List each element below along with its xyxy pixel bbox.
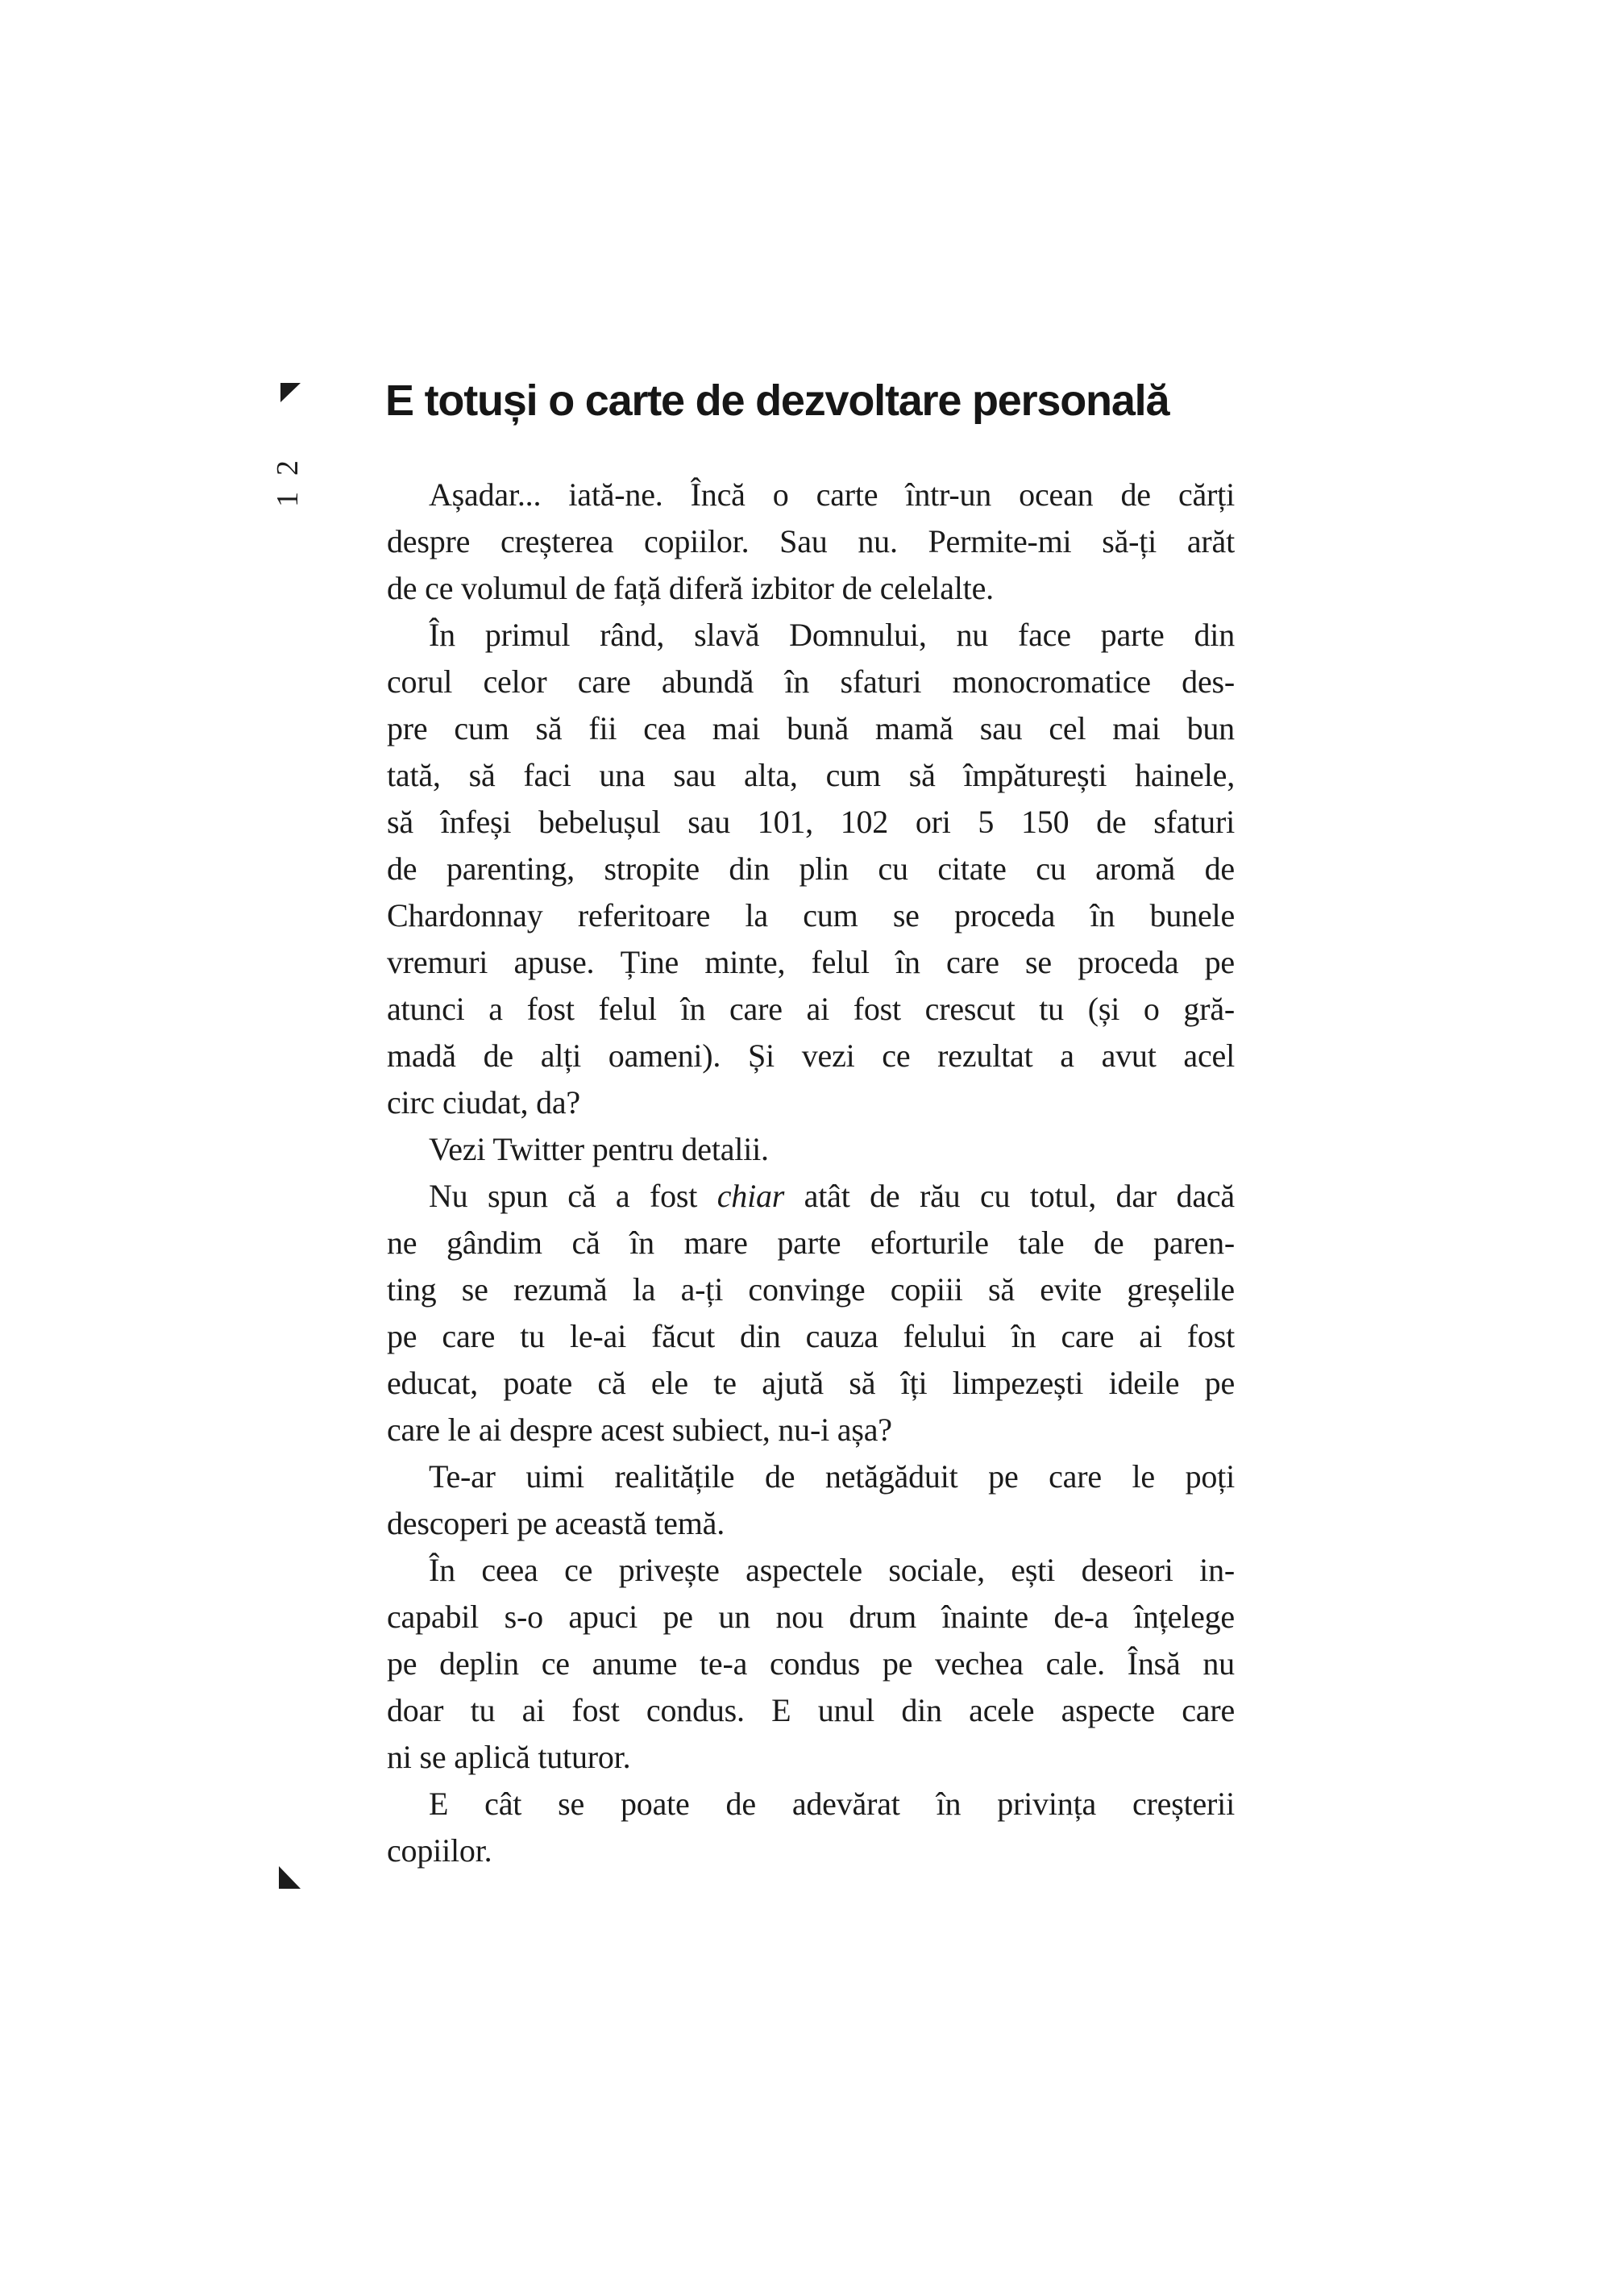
text-line: ting se rezumă la a-ți convinge copiii să evite greșelile (387, 1271, 1235, 1308)
paragraph (387, 1781, 1235, 1874)
text-line: madă de alți oameni). Și vezi ce rezultat a avut acel (387, 1037, 1235, 1074)
text-line: corul celor care abundă în sfaturi monocromatice des- (387, 663, 1235, 700)
text-line: care le ai despre acest subiect, nu-i așa? (387, 1412, 892, 1448)
text-line: de parenting, stropite din plin cu citate cu aromă de (387, 850, 1235, 887)
paragraph (387, 1453, 1235, 1547)
text-line: ne gândim că în mare parte eforturile tale de paren- (387, 1224, 1235, 1261)
text-segment: Nu spun că a fost (429, 1178, 717, 1214)
text-line: educat, poate că ele te ajută să îți limpezești ideile pe (387, 1365, 1235, 1401)
text-line: despre creșterea copiilor. Sau nu. Permite-mi să-ți arăt (387, 523, 1235, 559)
text-line: să înfeși bebelușul sau 101, 102 ori 5 150 de sfaturi (387, 804, 1235, 840)
text-line: E cât se poate de adevărat în privința creșterii (429, 1786, 1235, 1822)
text-line: atunci a fost felul în care ai fost crescut tu (și o gră- (387, 991, 1235, 1027)
text-line: În ceea ce privește aspectele sociale, ești deseori in- (429, 1552, 1235, 1588)
text-line: Vezi Twitter pentru detalii. (429, 1131, 769, 1167)
text-line: Te-ar uimi realitățile de netăgăduit pe care le poți (429, 1458, 1235, 1495)
paragraph (387, 1173, 1235, 1453)
text-line: capabil s-o apuci pe un nou drum înainte de-a înțelege (387, 1599, 1235, 1635)
page-number (271, 434, 305, 518)
text-line: circ ciudat, da? (387, 1084, 580, 1121)
text-line: pe care tu le-ai făcut din cauza felului în care ai fost (387, 1318, 1235, 1354)
emphasized-text: chiar (716, 1178, 785, 1214)
text-line: descoperi pe această temă. (387, 1505, 725, 1541)
text-line: pe deplin ce anume te-a condus pe vechea cale. Însă nu (387, 1645, 1235, 1682)
corner-marker-top-icon (280, 383, 301, 402)
paragraph (387, 1547, 1235, 1781)
text-line: vremuri apuse. Ține minte, felul în care se proceda pe (387, 944, 1235, 980)
text-line: Chardonnay referitoare la cum se proceda în bunele (387, 897, 1235, 933)
paragraph (387, 612, 1235, 1126)
text-line: de ce volumul de față diferă izbitor de celelalte. (387, 570, 994, 606)
text-line: doar tu ai fost condus. E unul din acele aspecte care (387, 1692, 1235, 1728)
text-segment: atât de rău cu totul, dar dacă (784, 1178, 1235, 1214)
paragraph (387, 472, 1235, 612)
chapter-heading: E totuși o carte de dezvoltare personală (385, 376, 1169, 425)
text-line: În primul rând, slavă Domnului, nu face parte din (429, 617, 1235, 653)
page-number-value: 12 (271, 444, 305, 507)
text-line: Așadar... iată-ne. Încă o carte într-un ocean de cărți (429, 476, 1235, 513)
paragraph (387, 1126, 1235, 1173)
text-line: copiilor. (387, 1832, 492, 1869)
body-paragraphs (387, 472, 1235, 1874)
text-line (387, 1173, 1235, 1220)
text-line: pre cum să fii cea mai bună mamă sau cel mai bun (387, 710, 1235, 746)
corner-marker-bottom-icon (279, 1866, 301, 1889)
text-line: tată, să faci una sau alta, cum să împăturești hainele, (387, 757, 1235, 793)
text-line: ni se aplică tuturor. (387, 1739, 631, 1775)
